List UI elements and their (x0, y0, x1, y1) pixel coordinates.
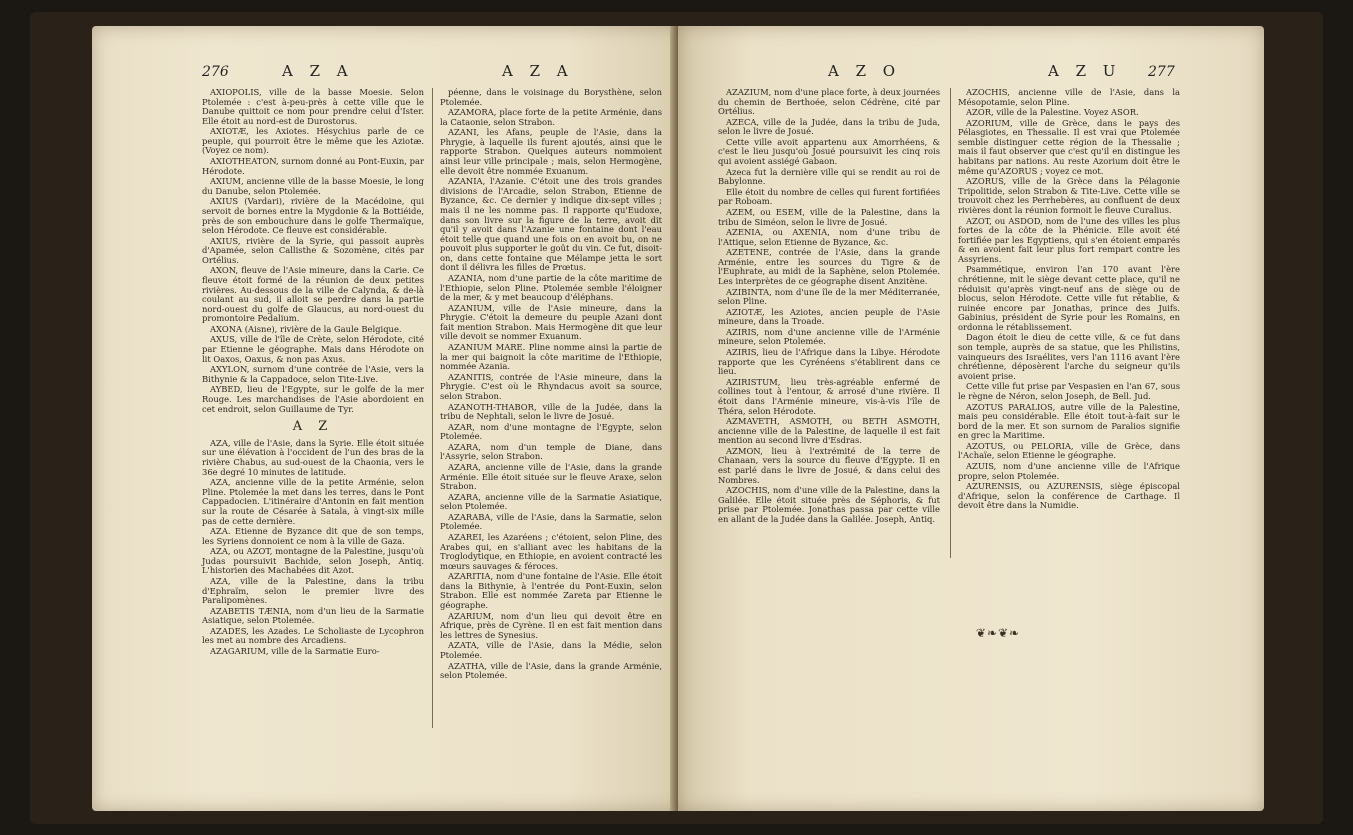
entry: AZOCHIS, nom d'une ville de la Palestine, dans la Galilée. Elle étoit située près de Séphoris, & fut prise par Ptolemée. Jonathas passa par cette ville en allant de la Judée dans la Galilée. Joseph, Antiq. (718, 485, 940, 524)
entry: AXUS, ville de l'île de Crète, selon Hérodote, cité par Etienne le géographe. Mais dans Hérodote on lit Oaxos, Oaxus, & non pas Axus. (202, 334, 424, 364)
entry: AXON, fleuve de l'Asie mineure, dans la Carie. Ce fleuve étoit formé de la réunion de deux petites rivières. Au-dessous de la ville de Calynda, & de-là coulant au sud, il alloit se perdre dans la partie nord-ouest du golfe de Glaucus, au nord-ouest du promontoire Pedalium. (202, 265, 424, 324)
entry: AZARITIA, nom d'une fontaine de l'Asie. Elle étoit dans la Bithynie, à l'entrée du Pont-Euxin, selon Strabon. Elle est nommée Zareta par Etienne le géographe. (440, 571, 662, 611)
left-running-head (92, 62, 684, 84)
entry: AZATHA, ville de l'Asie, dans la grande Arménie, selon Ptolemée. (440, 660, 662, 681)
entry: AXONA (Aisne), rivière de la Gaule Belgique. (210, 323, 402, 334)
entry: AZAREI, les Azaréens ; c'étoient, selon Pline, des Arabes qui, en s'alliant avec les habitans de la Troglodytique, en Ethiopie, en avoient contracté les mœurs sauvages & féroces. (440, 532, 662, 571)
tailpiece-ornament: ❦❧❦❧ (975, 626, 1021, 640)
entry: AZMON, lieu à l'extrémité de la terre de Chanaan, vers la source du fleuve d'Egypte. Il en est parlé dans le livre de Josué, & dans celui des Nombres. (718, 445, 940, 485)
entry: AZANIA, l'Azanie. C'étoit une des trois grandes divisions de l'Arcadie, selon Strabon, Etienne de Byzance, &c. Ce dernier y indique dix-sept villes ; mais il ne les nomme pas. Il rapporte qu'Eudoxe, dans son livre sur la figure de la terre, avoit dit qu'il y avoit dans l'Azanie une fontaine dont l'eau étoit telle que quand une fois on en avoit bu, on ne pouvoit plus supporter le goût du vin. Ce fut, disoit-on, dans cette fontaine que Mélampe jetta le sort dont il délivra les filles de Prœtus. (440, 176, 662, 273)
right-running-head (678, 62, 1264, 84)
entry: AXIOTÆ, les Axiotes. Hésychius parle de ce peuple, qui pourroit être le même que les Aziotæ. (Voyez ce nom). (202, 126, 424, 156)
entry: AZANITIS, contrée de l'Asie mineure, dans la Phrygie. C'est où le Rhyndacus avoit sa source, selon Strabon. (440, 371, 662, 401)
entry: AZOTUS PARALIOS, autre ville de la Palestine, mais peu considérable. Elle étoit tout-à-fait sur le bord de la mer. Et son surnom de Paralios signifie en grec la Maritime. (958, 401, 1180, 441)
entry: AZANIA, nom d'une partie de la côte maritime de l'Ethiopie, selon Pline. Ptolemée semble l'éloigner de la mer, & y met beaucoup d'éléphans. (440, 272, 662, 303)
entry: AZARABA, ville de l'Asie, dans la Sarmatie, selon Ptolemée. (440, 511, 662, 532)
entry: AXYLON, surnom d'une contrée de l'Asie, vers la Bithynie & la Cappadoce, selon Tite-Live. (202, 364, 424, 384)
entry: péenne, dans le voisinage du Borysthène, selon Ptolemée. (440, 87, 662, 107)
entry: AZIOTÆ, les Aziotes, ancien peuple de l'Asie mineure, dans la Troade. (718, 306, 940, 327)
left-column-2 (440, 88, 662, 682)
entry: AZAGARIUM, ville de la Sarmatie Euro- (210, 646, 380, 657)
right-page-number: 277 (1148, 64, 1175, 80)
entry: AZATA, ville de l'Asie, dans la Médie, selon Ptolemée. (440, 640, 662, 660)
left-heading-right: A Z A (502, 62, 574, 80)
entry: AZADES, les Azades. Le Scholiaste de Lycophron les met au nombre des Arcadiens. (202, 625, 424, 646)
entry: Elle étoit du nombre de celles qui furent fortifiées par Roboam. (718, 186, 940, 207)
entry: AZOT, ou ASDOD, nom de l'une des villes les plus fortes de la côte de la Phénicie. Elle avoit été fortifiée par les Egyptiens, qui s'en étoient emparés & en avoient fait leur plus fort rempart contre les Assyriens. (958, 215, 1180, 264)
right-heading-right: A Z U (1048, 62, 1122, 80)
entry: AZA, ancienne ville de la petite Arménie, selon Pline. Ptolemée la met dans les terres, dans le Pont Cappadocien. L'itinéraire d'Antonin en fait mention sur la route de Césarée à Satala, à vingt-six mille pas de cette dernière. (202, 477, 424, 526)
entry: Dagon étoit le dieu de cette ville, & ce fut dans son temple, auprès de sa statue, que les Philistins, vainqueurs des Israélites, vers l'an 1116 avant l'ère chrétienne, déposèrent l'arche du seigneur qu'ils avoient prise. (958, 332, 1180, 381)
entry: AZECA, ville de la Judée, dans la tribu de Juda, selon le livre de Josué. (718, 116, 940, 137)
entry: Azeca fut la dernière ville qui se rendit au roi de Babylonne. (718, 166, 940, 187)
entry: AZIBINTA, nom d'une île de la mer Méditerranée, selon Pline. (718, 286, 940, 307)
entry: AZEM, ou ESEM, ville de la Palestine, dans la tribu de Siméon, selon le livre de Josué. (718, 206, 940, 227)
entry: AXIUM, ancienne ville de la basse Moesie, le long du Danube, selon Ptolemée. (202, 176, 424, 196)
book-spread (30, 12, 1323, 824)
entry: AXIUS (Vardari), rivière de la Macédoine, qui servoit de bornes entre la Mygdonie & la Bottiéide, près de son embouchure dans le golfe Thermaïque, selon Hérodote. Ce fleuve est considérable. (202, 196, 424, 236)
entry: AZIRIS, lieu de l'Afrique dans la Libye. Hérodote rapporte que les Cyrénéens s'établirent dans ce lieu. (718, 347, 940, 377)
entry: AZANOTH-THABOR, ville de la Judée, dans la tribu de Nephtali, selon le livre de Josué. (440, 401, 662, 422)
left-page (92, 26, 684, 811)
left-column-1 (202, 88, 424, 658)
right-column-2 (958, 88, 1180, 512)
entry: AXIOPOLIS, ville de la basse Moesie. Selon Ptolemée : c'est à-peu-près à cette ville que le Danube quittoit ce nom pour prendre celui d'Ister. Elle étoit au nord-est de Durostorus. (202, 87, 424, 126)
entry: AZOR, ville de la Palestine. Voyez ASOR. (966, 107, 1139, 118)
right-column-1 (718, 88, 940, 525)
entry: AZARA, ancienne ville de la Sarmatie Asiatique, selon Ptolemée. (440, 491, 662, 512)
entry: Cette ville fut prise par Vespasien en l'an 67, sous le règne de Néron, selon Joseph, de Bell. Jud. (958, 381, 1180, 401)
entry: AZAZIUM, nom d'une place forte, à deux journées du chemin de Berthoée, selon Cédrène, cité par Ortélius. (718, 87, 940, 117)
column-rule (950, 88, 951, 558)
section-heading: A Z (292, 419, 334, 435)
entry: AZA, ville de l'Asie, dans la Syrie. Elle étoit située sur une élévation à l'occident de l'un des bras de la rivière Chabus, au sud-ouest de la Chaonia, vers le 36e degré 10 minutes de latitude. (202, 437, 424, 477)
right-heading-left: A Z O (828, 62, 902, 80)
entry: AZURENSIS, ou AZURENSIS, siège épiscopal d'Afrique, selon la conférence de Carthage. Il devoit être dans la Numidie. (958, 481, 1180, 511)
entry: AZANI, les Afans, peuple de l'Asie, dans la Phrygie, à laquelle ils furent ajoutés, ainsi que le rapporte Strabon. Quelques auteurs nommoient ainsi leur ville principale ; mais, selon Hermogène, elle devoit être nommée Exuanum. (440, 127, 662, 176)
left-page-number: 276 (202, 64, 229, 80)
entry: AZABETIS TÆNIA, nom d'un lieu de la Sarmatie Asiatique, selon Ptolemée. (202, 605, 424, 626)
entry: Cette ville avoit appartenu aux Amorrhéens, & c'est le lieu jusqu'où Josué poursuivit les cinq rois qui avoient assiégé Gabaon. (718, 136, 940, 167)
entry: AZETENE, contrée de l'Asie, dans la grande Arménie, entre les sources du Tigre & de l'Euphrate, au midi de la Saphène, selon Ptolemée. Les interprètes de ce géographe disent Anzitène. (718, 247, 940, 286)
entry: Psammétique, environ l'an 170 avant l'ère chrétienne, mit le siège devant cette place, qu'il ne réduisit qu'après vingt-neuf ans de siège ou de blocus, selon Hérodote. Cette ville fut rétablie, & ruinée encore par Jonathas, prince des Juifs. Gabinius, président de Syrie pour les Romains, en ordonna le rétablissement. (958, 264, 1180, 332)
entry: AZIRIS, nom d'une ancienne ville de l'Arménie mineure, selon Ptolemée. (718, 326, 940, 347)
entry: AZORUS, ville de la Grèce dans la Pélagonie Tripolitide, selon Strabon & Tite-Live. Cette ville se trouvoit chez les Perrhebères, au confluent de deux rivières dont la réunion formoit le fleuve Curalius. (958, 176, 1180, 215)
entry: AZORIUM, ville de Grèce, dans le pays des Pélasgiotes, en Thessalie. Il est vrai que Ptolemée semble distinguer cette région de la Thessalie ; mais il faut observer que c'est qu'il en distingue les habitans par nations. Au reste Azorium doit être le même qu'AZORUS ; voyez ce mot. (958, 117, 1180, 176)
entry: AZARA, ancienne ville de l'Asie, dans la grande Arménie. Elle étoit située sur le fleuve Araxe, selon Strabon. (440, 461, 662, 492)
entry: AZA. Etienne de Byzance dit que de son temps, les Syriens donnoient ce nom à la ville de Gaza. (202, 526, 424, 546)
entry: AZA, ou AZOT, montagne de la Palestine, jusqu'où Judas poursuivit Bachide, selon Joseph, Antiq. L'historien des Machabées dit Azot. (202, 546, 424, 576)
entry: AZARIUM, nom d'un lieu qui devoit être en Afrique, près de Cyrène. Il en est fait mention dans les lettres de Synesius. (440, 610, 662, 640)
entry: AYBED, lieu de l'Egypte, sur le golfe de la mer Rouge. Les marchandises de l'Asie abordoient en cet endroit, selon Guillaume de Tyr. (202, 384, 424, 414)
entry: AZA, ville de la Palestine, dans la tribu d'Ephraïm, selon le premier livre des Paralipomènes. (202, 575, 424, 606)
entry: AXIUS, rivière de la Syrie, qui passoit auprès d'Apamée, selon Callisthe & Sozomène, cités par Ortélius. (202, 235, 424, 265)
entry: AZIRISTUM, lieu très-agréable enfermé de collines tout à l'entour, & arrosé d'une rivière. Il étoit dans l'Arménie mineure, vis-à-vis l'île de Théra, selon Hérodote. (718, 376, 940, 416)
entry: AZOTUS, ou PELORIA, ville de Grèce, dans l'Achaïe, selon Etienne le géographe. (958, 440, 1180, 461)
entry: AZOCHIS, ancienne ville de l'Asie, dans la Mésopotamie, selon Pline. (958, 87, 1180, 107)
entry: AZARA, nom d'un temple de Diane, dans l'Assyrie, selon Strabon. (440, 441, 662, 462)
entry: AZUIS, nom d'une ancienne ville de l'Afrique propre, selon Ptolemée. (958, 460, 1180, 481)
column-rule (432, 88, 433, 728)
entry: AZAR, nom d'une montagne de l'Egypte, selon Ptolemée. (440, 421, 662, 442)
right-page (678, 26, 1264, 811)
entry: AZMAVETH, ASMOTH, ou BETH ASMOTH, ancienne ville de la Palestine, de laquelle il est fait mention au second livre d'Esdras. (718, 416, 940, 446)
entry: AZANIUM, ville de l'Asie mineure, dans la Phrygie. C'étoit la demeure du peuple Azani dont fait mention Strabon. Mais Hermogène dit que leur ville devoit se nommer Exuanum. (440, 302, 662, 342)
left-heading-left: A Z A (282, 62, 354, 80)
entry: AZAMORA, place forte de la petite Arménie, dans la Cataonie, selon Strabon. (440, 107, 662, 127)
entry: AZENIA, ou AXENIA, nom d'une tribu de l'Attique, selon Etienne de Byzance, &c. (718, 227, 940, 247)
entry: AXIOTHEATON, surnom donné au Pont-Euxin, par Hérodote. (202, 156, 424, 176)
entry: AZANIUM MARE. Pline nomme ainsi la partie de la mer qui baignoit la côte maritime de l'Ethiopie, nommée Azania. (440, 342, 662, 372)
